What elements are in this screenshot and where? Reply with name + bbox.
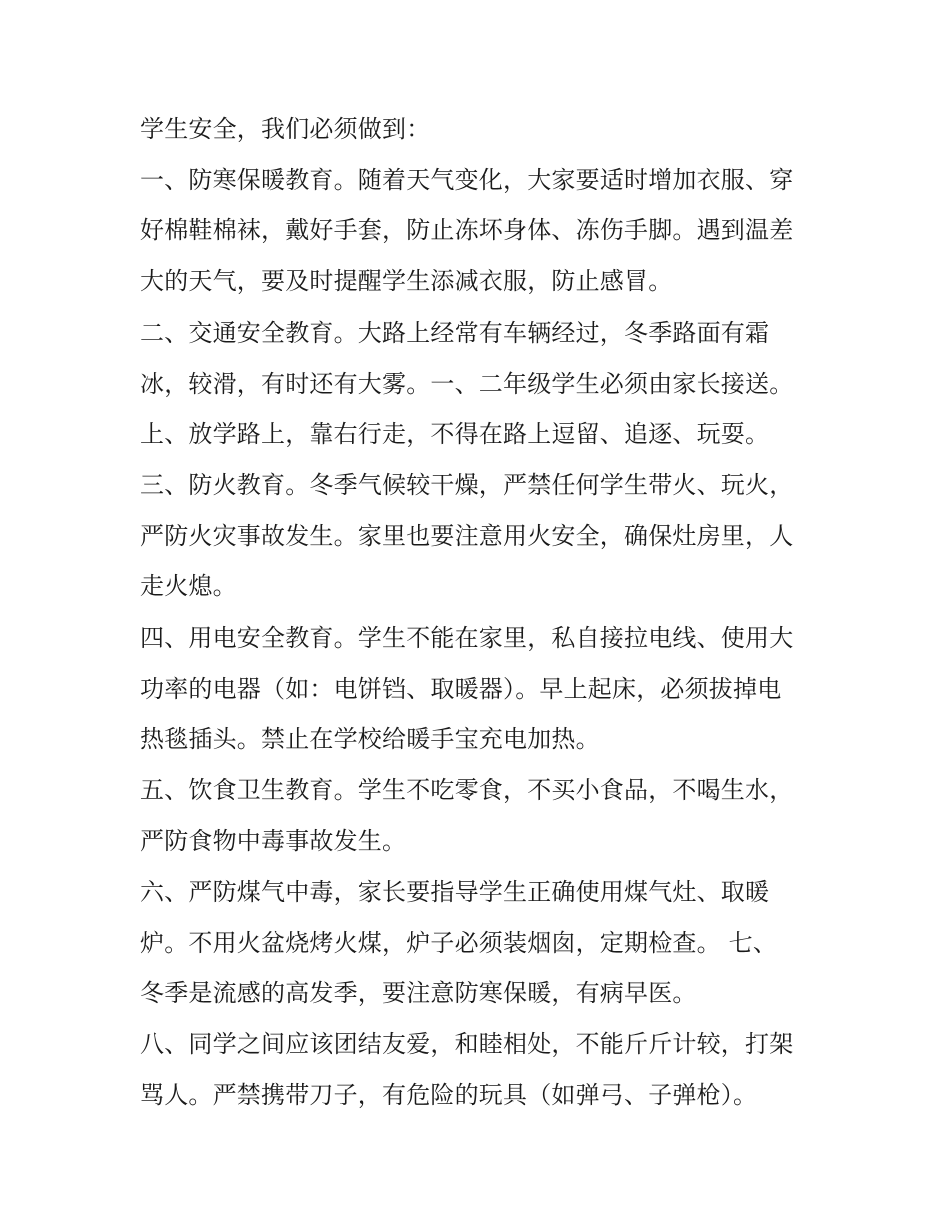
text-line: 六、严防煤气中毒，家长要指导学生正确使用煤气灶、取暖: [140, 878, 770, 906]
text-line: 五、饮食卫生教育。学生不吃零食，不买小食品，不喝生水，: [140, 776, 794, 804]
text-line: 骂人。严禁携带刀子，有危险的玩具（如弹弓、子弹枪）。: [140, 1081, 758, 1109]
text-line: 好棉鞋棉袜，戴好手套，防止冻坏身体、冻伤手脚。遇到温差: [140, 216, 794, 244]
text-line: 上、放学路上，靠右行走，不得在路上逗留、追逐、玩耍。: [140, 420, 770, 448]
text-line: 走火熄。: [140, 572, 237, 600]
text-line: 一、防寒保暖教育。随着天气变化，大家要适时增加衣服、穿: [140, 166, 794, 194]
text-line: 学生安全，我们必须做到：: [140, 115, 431, 143]
text-line: 炉。不用火盆烧烤火煤，炉子必须装烟囱，定期检查。 七、: [140, 929, 778, 957]
text-line: 严防食物中毒事故发生。: [140, 827, 407, 855]
text-line: 冰，较滑，有时还有大雾。一、二年级学生必须由家长接送。: [140, 370, 794, 398]
text-line: 大的天气，要及时提醒学生添减衣服，防止感冒。: [140, 267, 673, 295]
text-line: 功率的电器（如：电饼铛、取暖器）。早上起床，必须拔掉电: [140, 675, 782, 703]
text-line: 冬季是流感的高发季，要注意防寒保暖，有病早医。: [140, 979, 697, 1007]
text-line: 热毯插头。禁止在学校给暖手宝充电加热。: [140, 725, 600, 753]
text-line: 严防火灾事故发生。家里也要注意用火安全，确保灶房里，人: [140, 522, 794, 550]
text-line: 三、防火教育。冬季气候较干燥，严禁任何学生带火、玩火，: [140, 471, 794, 499]
text-line: 四、用电安全教育。学生不能在家里，私自接拉电线、使用大: [140, 624, 794, 652]
text-line: 八、同学之间应该团结友爱，和睦相处，不能斤斤计较，打架: [140, 1030, 794, 1058]
text-line: 二、交通安全教育。大路上经常有车辆经过，冬季路面有霜: [140, 319, 770, 347]
